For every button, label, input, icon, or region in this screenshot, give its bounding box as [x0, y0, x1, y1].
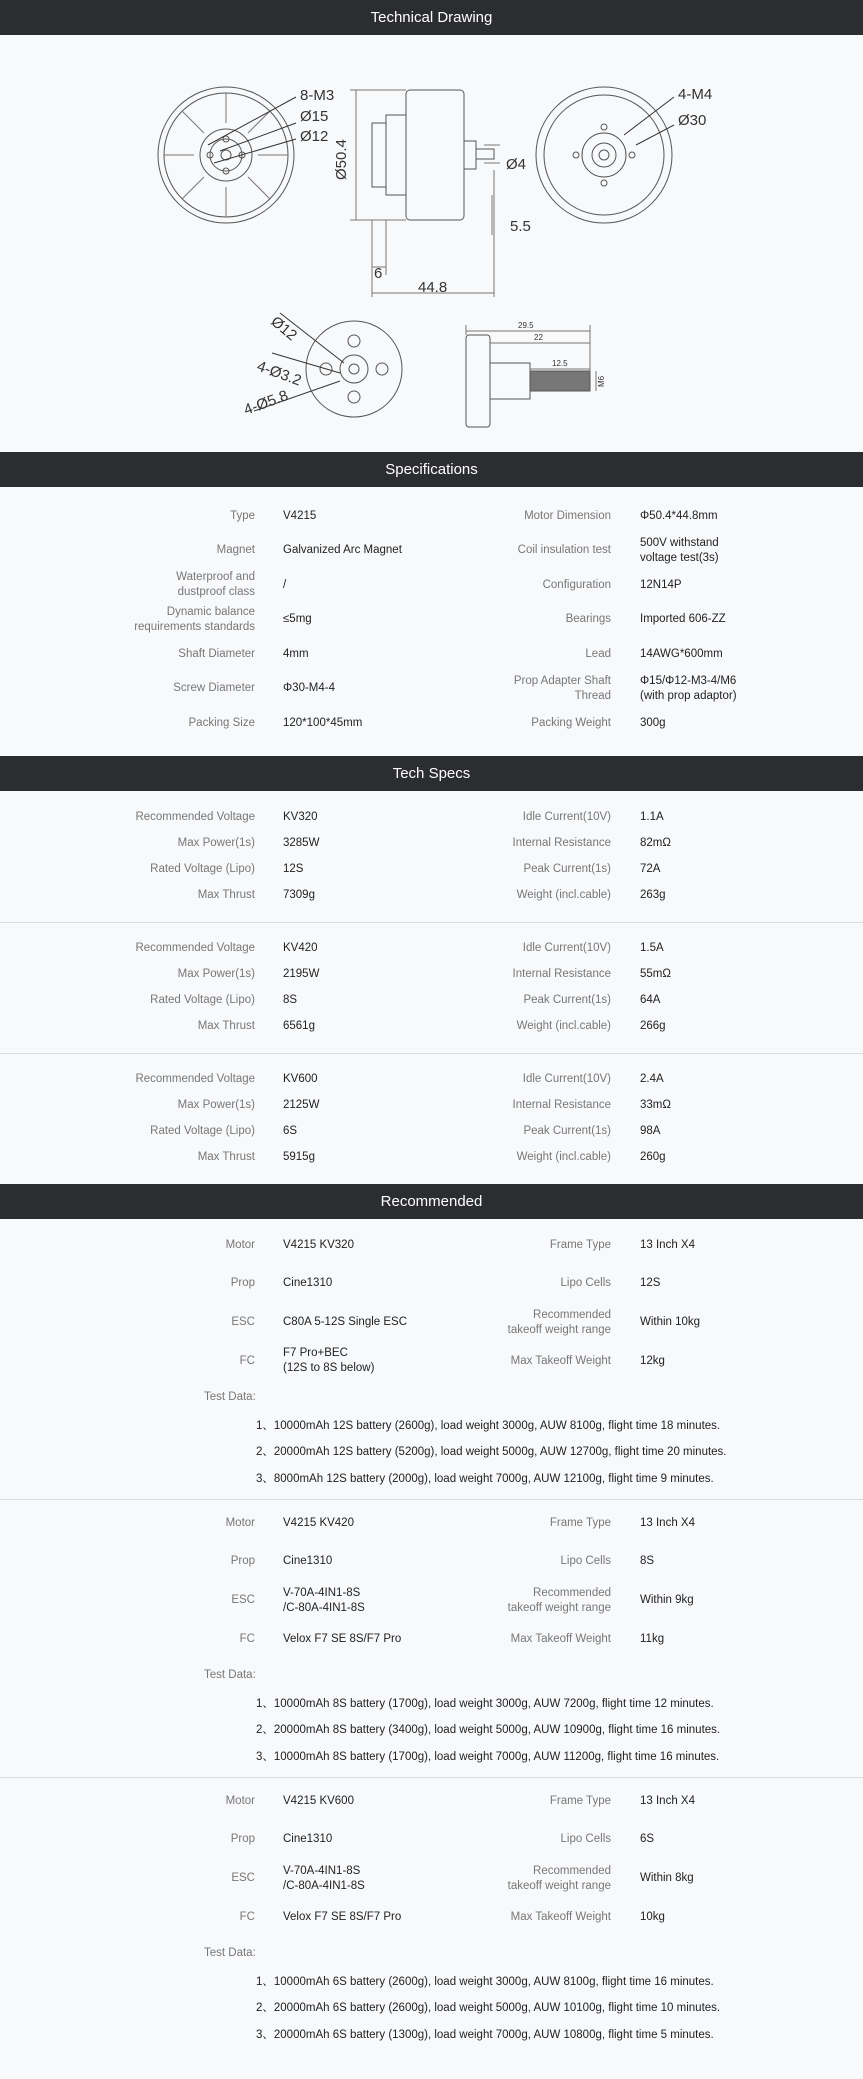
spec-label — [110, 880, 255, 912]
spec-label — [110, 1785, 255, 1817]
spec-value-text: 6561g — [283, 1020, 315, 1033]
spec-value-text: 13 Inch X4 — [640, 1238, 695, 1251]
group-divider — [0, 922, 863, 923]
spec-label — [480, 1785, 611, 1817]
spec-label — [480, 1011, 611, 1043]
spec-value — [283, 638, 483, 670]
spec-value — [283, 1229, 483, 1261]
spec-value-text: KV320 — [283, 810, 318, 823]
spec-value-text: 3285W — [283, 836, 320, 849]
spec-label-text: Lipo Cells — [560, 1277, 611, 1290]
test-data-item: 2、20000mAh 6S battery (2600g), load weight 5000g, AUW 10100g, flight time 10 minutes. — [256, 2002, 721, 2015]
spec-value — [283, 1901, 483, 1933]
spec-label-text: Recommended Voltage — [135, 941, 255, 954]
spec-label-text: Lead — [585, 647, 611, 660]
spec-label-text: Idle Current(10V) — [522, 941, 611, 954]
section-header-recommended — [0, 1184, 863, 1219]
spec-label — [480, 1546, 611, 1578]
spec-label — [480, 1585, 611, 1617]
spec-value-text: / — [283, 578, 287, 591]
spec-value — [640, 880, 840, 912]
spec-row — [0, 1901, 863, 1933]
spec-value-text: 5915g — [283, 1151, 315, 1164]
spec-label — [480, 1901, 611, 1933]
tech-specs-table — [0, 791, 863, 1184]
specifications-table — [0, 487, 863, 756]
spec-value-text: 1.5A — [640, 941, 664, 954]
spec-row — [0, 1785, 863, 1817]
test-data-item: 1、10000mAh 6S battery (2600g), load weight 3000g, AUW 8100g, flight time 16 minutes. — [256, 1976, 714, 1988]
spec-label-text: Recommended Voltage — [135, 1072, 255, 1085]
spec-value — [640, 1901, 840, 1933]
dim-label: Ø12 — [267, 313, 301, 345]
spec-value-text: 12S — [283, 862, 304, 875]
spec-value — [283, 500, 483, 532]
spec-row — [0, 673, 863, 705]
spec-row — [0, 1011, 863, 1043]
spec-value — [640, 1268, 840, 1300]
spec-value-text: 12kg — [640, 1354, 665, 1367]
spec-value — [283, 1824, 483, 1856]
spec-label — [110, 1307, 255, 1339]
spec-label-text: Bearings — [565, 613, 611, 625]
spec-row — [0, 500, 863, 532]
spec-label — [480, 500, 611, 532]
spec-label — [110, 569, 255, 601]
spec-value-text: Cine1310 — [283, 1555, 333, 1568]
spec-label-text: Peak Current(1s) — [523, 1124, 611, 1137]
spec-value-text: Cine1310 — [283, 1277, 333, 1290]
spec-value — [640, 569, 840, 601]
test-data-item: 2、20000mAh 8S battery (3400g), load weight 5000g, AUW 10900g, flight time 16 minutes. — [256, 1724, 721, 1737]
spec-label-text: Lipo Cells — [560, 1833, 611, 1846]
spec-row — [0, 604, 863, 636]
spec-value-text: Φ50.4*44.8mm — [640, 509, 718, 522]
spec-label-text: Recommended takeoff weight range — [507, 1864, 611, 1892]
spec-value-text: Φ30-M4-4 — [283, 682, 335, 694]
dim-label: 29.5 — [518, 321, 534, 330]
spec-label-text: Max Thrust — [197, 1020, 255, 1033]
spec-value — [640, 1785, 840, 1817]
spec-label-text: FC — [239, 1910, 255, 1923]
spec-value-text: 33mΩ — [640, 1098, 671, 1111]
spec-value-text: 2.4A — [640, 1072, 664, 1085]
spec-value — [283, 569, 483, 601]
spec-label — [110, 707, 255, 739]
spec-label — [480, 1824, 611, 1856]
dim-label: Ø4 — [506, 156, 527, 173]
spec-row — [0, 1623, 863, 1655]
spec-label-text: Packing Size — [188, 716, 255, 729]
spec-row — [0, 1307, 863, 1339]
spec-row — [0, 1142, 863, 1174]
spec-label — [110, 1011, 255, 1043]
spec-row — [0, 638, 863, 670]
section-header-specifications — [0, 452, 863, 487]
spec-label-text: Motor — [225, 1794, 255, 1807]
spec-row — [0, 1546, 863, 1578]
spec-value — [640, 1507, 840, 1539]
spec-row — [0, 535, 863, 567]
spec-value — [640, 1623, 840, 1655]
dim-label: 4-Ø5.8 — [241, 387, 291, 419]
spec-label — [110, 1863, 255, 1895]
motor-drawing-svg — [0, 35, 863, 452]
test-data-item: 3、10000mAh 8S battery (1700g), load weight 7000g, AUW 11200g, flight time 16 minutes. — [256, 1750, 720, 1763]
section-title: Tech Specs — [392, 765, 471, 782]
spec-label — [480, 638, 611, 670]
section-header-drawing — [0, 0, 863, 35]
spec-label-text: Frame Type — [549, 1238, 611, 1251]
test-data-item: 2、20000mAh 12S battery (5200g), load weight 5000g, AUW 12700g, flight time 20 minutes. — [256, 1446, 727, 1459]
spec-value-text: Velox F7 SE 8S/F7 Pro — [283, 1632, 402, 1645]
group-divider — [0, 1499, 863, 1500]
spec-value-text: Cine1310 — [283, 1833, 333, 1846]
dim-label: 4-Ø3.2 — [254, 357, 304, 390]
spec-value-text: Within 8kg — [640, 1872, 694, 1885]
spec-label-text: Prop — [230, 1833, 255, 1846]
spec-label — [110, 1507, 255, 1539]
spec-label-text: Magnet — [216, 544, 255, 556]
spec-label-text: Weight (incl.cable) — [516, 1020, 611, 1033]
spec-value — [640, 604, 840, 636]
spec-label-text: Frame Type — [549, 1794, 611, 1807]
spec-value-text: V4215 KV320 — [283, 1238, 354, 1251]
spec-label — [110, 673, 255, 705]
spec-value — [283, 880, 483, 912]
spec-row — [0, 1507, 863, 1539]
spec-label-text: Peak Current(1s) — [523, 862, 611, 875]
spec-label-text: Coil insulation test — [517, 544, 611, 556]
spec-value — [640, 1011, 840, 1043]
motor-front-view — [158, 87, 296, 223]
spec-value-text: KV420 — [283, 941, 318, 954]
spec-label-text: Configuration — [542, 578, 611, 591]
dim-label: 5.5 — [510, 218, 531, 235]
spec-value-text: ≤5mg — [283, 613, 312, 625]
spec-label — [110, 1824, 255, 1856]
spec-value-text: 300g — [640, 716, 666, 729]
spec-value — [283, 1623, 483, 1655]
spec-label-text: Idle Current(10V) — [522, 1072, 611, 1085]
spec-label-text: Peak Current(1s) — [523, 993, 611, 1006]
spec-value-text: 8S — [640, 1555, 655, 1568]
dim-label: Ø15 — [300, 108, 329, 125]
spec-value — [283, 1307, 483, 1339]
dim-label: Ø50.4 — [333, 139, 350, 180]
spec-label-text: Max Power(1s) — [177, 1098, 255, 1111]
spec-label-text: Internal Resistance — [512, 967, 611, 980]
test-data-item: 3、20000mAh 6S battery (1300g), load weight 7000g, AUW 10800g, flight time 5 minutes. — [256, 2028, 714, 2041]
spec-label-text: Motor — [225, 1516, 255, 1529]
spec-label — [480, 535, 611, 567]
section-header-tech-specs — [0, 756, 863, 791]
spec-value — [640, 673, 840, 705]
spec-label-text: ESC — [231, 1594, 255, 1607]
spec-label — [110, 1546, 255, 1578]
spec-value — [640, 638, 840, 670]
spec-value — [283, 707, 483, 739]
dim-label: Ø12 — [300, 128, 329, 145]
spec-value-text: 82mΩ — [640, 836, 671, 849]
spec-label-text: Rated Voltage (Lipo) — [150, 862, 255, 875]
spec-value — [283, 535, 483, 567]
spec-value — [640, 535, 840, 567]
spec-value-text: 98A — [640, 1124, 661, 1137]
test-data-item: 1、10000mAh 8S battery (1700g), load weight 3000g, AUW 7200g, flight time 12 minutes. — [256, 1698, 714, 1710]
spec-value-text: Within 9kg — [640, 1594, 694, 1607]
spec-label-text: FC — [239, 1632, 255, 1645]
spec-value-text: Within 10kg — [640, 1316, 701, 1329]
spec-value — [283, 1546, 483, 1578]
spec-label-text: Internal Resistance — [512, 836, 611, 849]
spec-label-text: Prop — [230, 1555, 255, 1568]
technical-drawing — [0, 35, 863, 452]
test-data-item: 1、10000mAh 12S battery (2600g), load weight 3000g, AUW 8100g, flight time 18 minutes. — [256, 1420, 721, 1432]
spec-label-text: Weight (incl.cable) — [516, 889, 611, 902]
spec-label — [480, 880, 611, 912]
spec-label — [480, 707, 611, 739]
spec-label — [480, 1229, 611, 1261]
dim-label: 6 — [374, 265, 383, 282]
prop-adapter-side-view — [466, 325, 596, 427]
group-divider — [0, 1053, 863, 1054]
spec-value — [640, 1585, 840, 1617]
spec-label-text: Dynamic balance requirements standards — [134, 605, 255, 633]
spec-label-text: Recommended takeoff weight range — [507, 1586, 611, 1614]
spec-value — [640, 1863, 840, 1895]
spec-label — [110, 1623, 255, 1655]
spec-label-text: Max Takeoff Weight — [510, 1354, 611, 1367]
spec-value-text: 7309g — [283, 889, 315, 902]
spec-label-text: Recommended takeoff weight range — [507, 1308, 611, 1336]
spec-value — [640, 707, 840, 739]
section-title: Recommended — [380, 1193, 483, 1210]
spec-label-text: ESC — [231, 1872, 255, 1885]
spec-label-text: Recommended Voltage — [135, 810, 255, 823]
spec-label — [110, 1268, 255, 1300]
spec-value — [283, 1507, 483, 1539]
spec-value-text: Φ15/Φ12-M3-4/M6 (with prop adaptor) — [640, 674, 737, 702]
spec-value-text: V4215 — [283, 509, 317, 522]
spec-label-text: Weight (incl.cable) — [516, 1151, 611, 1164]
test-data-item: 3、8000mAh 12S battery (2000g), load weight 7000g, AUW 12100g, flight time 9 minutes. — [256, 1472, 714, 1485]
spec-value-text: 10kg — [640, 1910, 665, 1923]
spec-value-text: 2195W — [283, 967, 320, 980]
motor-back-view — [536, 87, 674, 223]
spec-label-text: Motor Dimension — [524, 509, 611, 522]
spec-label — [110, 1345, 255, 1377]
spec-label-text: Screw Diameter — [173, 682, 255, 694]
section-title: Technical Drawing — [370, 9, 493, 26]
spec-label-text: Prop — [230, 1277, 255, 1290]
spec-value-text: 4mm — [283, 647, 309, 660]
spec-value-text: 266g — [640, 1020, 666, 1033]
test-data-label: Test Data: — [204, 1391, 256, 1403]
spec-label-text: Max Thrust — [197, 889, 255, 902]
spec-label-text: ESC — [231, 1316, 255, 1329]
spec-label — [480, 569, 611, 601]
spec-row — [0, 1268, 863, 1300]
spec-label — [110, 1229, 255, 1261]
spec-label-text: Internal Resistance — [512, 1098, 611, 1111]
spec-row — [0, 1229, 863, 1261]
spec-label — [110, 500, 255, 532]
spec-label — [110, 1585, 255, 1617]
spec-row — [0, 1824, 863, 1856]
spec-value — [640, 1229, 840, 1261]
spec-label — [110, 1142, 255, 1174]
spec-label — [480, 1307, 611, 1339]
dim-label: 44.8 — [418, 279, 448, 296]
spec-value — [283, 1011, 483, 1043]
spec-label-text: Max Power(1s) — [177, 967, 255, 980]
spec-value — [283, 1345, 483, 1377]
spec-label — [480, 673, 611, 705]
spec-value-text: 12N14P — [640, 578, 682, 591]
spec-label — [110, 638, 255, 670]
dim-label: 4-M4 — [678, 86, 713, 103]
dim-label: 22 — [534, 333, 543, 342]
spec-value-text: 260g — [640, 1151, 666, 1164]
spec-label — [110, 1901, 255, 1933]
spec-label-text: Packing Weight — [531, 716, 611, 729]
dim-label: Ø30 — [678, 112, 707, 129]
spec-label — [480, 1507, 611, 1539]
spec-value-text: 13 Inch X4 — [640, 1794, 695, 1807]
spec-value-text: 55mΩ — [640, 967, 671, 980]
spec-value-text: Galvanized Arc Magnet — [283, 544, 402, 556]
spec-label-text: Shaft Diameter — [178, 647, 255, 660]
spec-value-text: 12S — [640, 1277, 661, 1290]
dim-label: M6 — [597, 375, 606, 387]
spec-value — [283, 673, 483, 705]
spec-label-text: Max Thrust — [197, 1151, 255, 1164]
spec-value — [283, 1142, 483, 1174]
dim-label: 12.5 — [552, 359, 568, 368]
spec-row — [0, 1585, 863, 1617]
spec-value — [640, 1307, 840, 1339]
spec-value-text: Imported 606-ZZ — [640, 613, 726, 625]
spec-label — [480, 604, 611, 636]
spec-label — [110, 604, 255, 636]
spec-label-text: Type — [230, 509, 255, 522]
recommended-table — [0, 1219, 863, 2079]
spec-value — [640, 500, 840, 532]
spec-label-text: FC — [239, 1354, 255, 1367]
spec-row — [0, 569, 863, 601]
spec-value — [640, 1824, 840, 1856]
dim-label: 8-M3 — [300, 87, 335, 104]
spec-label-text: Prop Adapter Shaft Thread — [513, 674, 611, 702]
spec-label — [480, 1142, 611, 1174]
spec-row — [0, 1345, 863, 1377]
spec-value-text: 72A — [640, 862, 661, 875]
spec-value-text: Velox F7 SE 8S/F7 Pro — [283, 1910, 402, 1923]
spec-label-text: Idle Current(10V) — [522, 810, 611, 823]
spec-label — [480, 1863, 611, 1895]
spec-label-text: Lipo Cells — [560, 1555, 611, 1568]
spec-value-text: 2125W — [283, 1098, 320, 1111]
spec-value — [283, 1785, 483, 1817]
spec-value-text: 500V withstand voltage test(3s) — [640, 536, 719, 564]
spec-row — [0, 707, 863, 739]
spec-value-text: V4215 KV420 — [283, 1516, 354, 1529]
motor-side-view — [350, 90, 500, 297]
spec-value — [640, 1345, 840, 1377]
spec-value-text: 13 Inch X4 — [640, 1516, 695, 1529]
group-divider — [0, 1777, 863, 1778]
spec-row — [0, 1863, 863, 1895]
spec-value-text: 120*100*45mm — [283, 716, 363, 729]
spec-value — [640, 1142, 840, 1174]
spec-label — [110, 535, 255, 567]
spec-label-text: Max Takeoff Weight — [510, 1910, 611, 1923]
spec-label-text: Max Takeoff Weight — [510, 1632, 611, 1645]
spec-value-text: KV600 — [283, 1072, 318, 1085]
spec-label-text: Motor — [225, 1238, 255, 1251]
test-data-label: Test Data: — [204, 1669, 256, 1681]
spec-value-text: 6S — [640, 1833, 655, 1846]
spec-value — [283, 1585, 483, 1617]
spec-value-text: V4215 KV600 — [283, 1794, 354, 1807]
spec-value-text: 64A — [640, 993, 661, 1006]
spec-value-text: 263g — [640, 889, 666, 902]
spec-value-text: V-70A-4IN1-8S /C-80A-4IN1-8S — [283, 1864, 365, 1892]
spec-label — [480, 1623, 611, 1655]
spec-label-text: Waterproof and dustproof class — [176, 571, 255, 598]
spec-row — [0, 880, 863, 912]
test-data-label: Test Data: — [204, 1947, 256, 1959]
spec-value-text: 11kg — [640, 1632, 665, 1645]
spec-value — [283, 604, 483, 636]
section-title: Specifications — [385, 461, 478, 478]
spec-value — [283, 1268, 483, 1300]
spec-value-text: 8S — [283, 993, 298, 1006]
spec-value — [283, 1863, 483, 1895]
spec-value-text: F7 Pro+BEC (12S to 8S below) — [283, 1347, 375, 1375]
spec-label-text: Max Power(1s) — [177, 836, 255, 849]
spec-label-text: Frame Type — [549, 1516, 611, 1529]
spec-value-text: 1.1A — [640, 810, 664, 823]
spec-label-text: Rated Voltage (Lipo) — [150, 993, 255, 1006]
spec-label-text: Rated Voltage (Lipo) — [150, 1124, 255, 1137]
spec-value-text: 14AWG*600mm — [640, 647, 723, 660]
spec-value — [640, 1546, 840, 1578]
spec-label — [480, 1345, 611, 1377]
spec-value-text: V-70A-4IN1-8S /C-80A-4IN1-8S — [283, 1586, 365, 1614]
spec-label — [480, 1268, 611, 1300]
spec-value-text: 6S — [283, 1124, 298, 1137]
spec-value-text: C80A 5-12S Single ESC — [283, 1316, 408, 1329]
